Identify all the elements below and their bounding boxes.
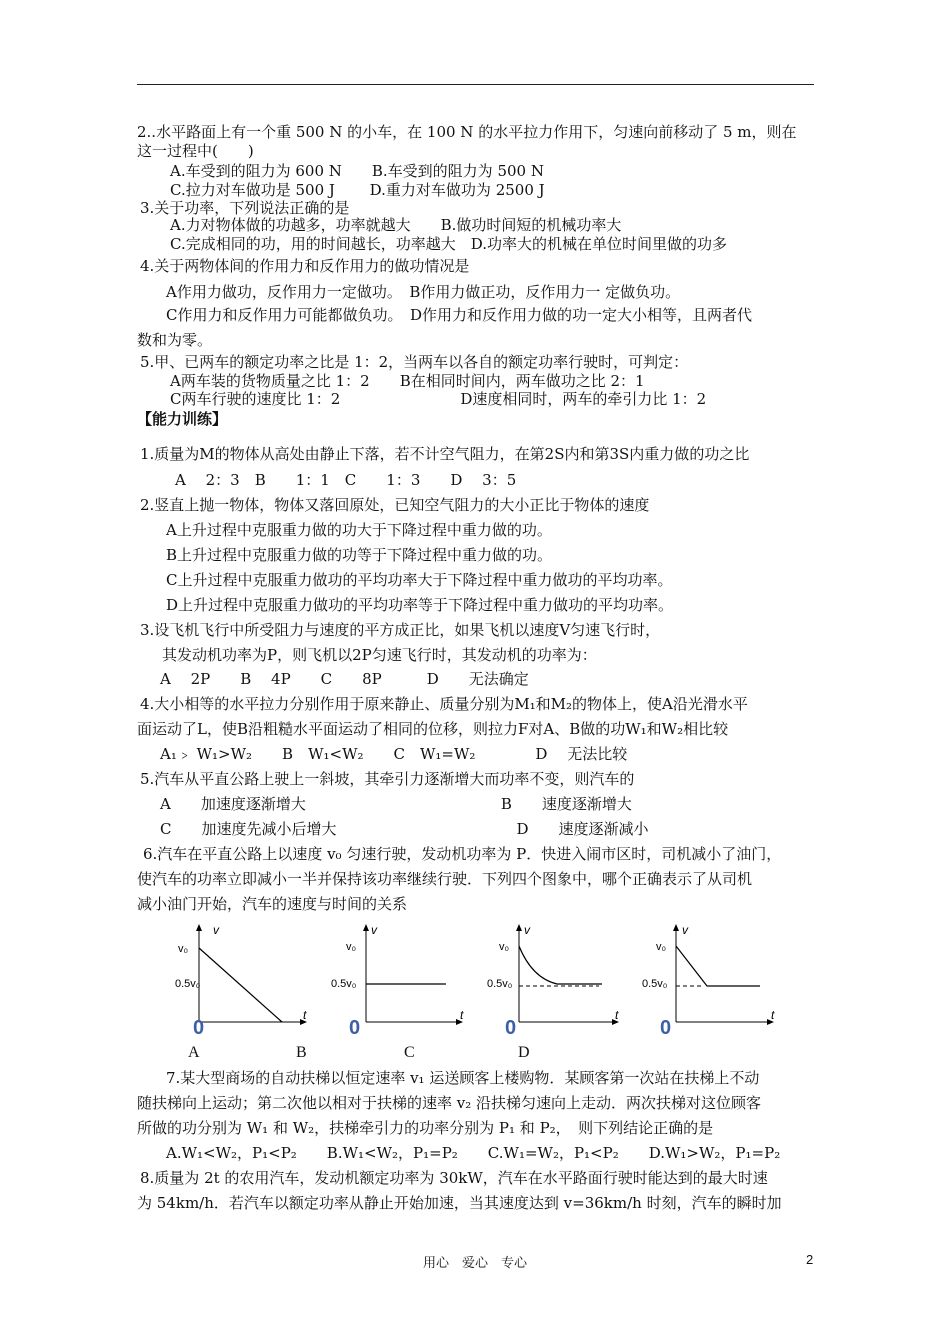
axis-t-label: t bbox=[615, 1008, 619, 1022]
footer-motto: 用心 爱心 专心 bbox=[422, 1256, 527, 1271]
q4-stem: 4.关于两物体间的作用力和反作用力的做功情况是 bbox=[140, 257, 470, 275]
tick-v0: v₀ bbox=[346, 941, 357, 953]
section-title: 【能力训练】 bbox=[137, 410, 228, 428]
n6-stem: 6.汽车在平直公路上以速度 v₀ 匀速行驶，发动机功率为 P．快进入闹市区时，司机减小了油门， bbox=[143, 845, 782, 863]
q4-options-ab: A作用力做功，反作用力一定做功。 B作用力做正功，反作用力一 定做负功。 bbox=[166, 283, 681, 301]
n8-stem: 8.质量为 2t 的农用汽车，发动机额定功率为 30kW，汽车在水平路面行驶时能达到的最大时速 bbox=[140, 1169, 768, 1187]
n7-options: A.W₁<W₂，P₁<P₂ B.W₁<W₂，P₁=P₂ C.W₁=W₂，P₁<P₂ D.W₁>W₂，P₁=P₂ bbox=[166, 1144, 781, 1162]
n7-stem-3: 所做的功分别为 W₁ 和 W₂，扶梯牵引力的功率分别为 P₁ 和 P₂， 则下列结论正确的是 bbox=[137, 1119, 714, 1137]
origin-label: 0 bbox=[193, 1017, 205, 1039]
q2-line-2: 这一过程中( ) bbox=[137, 142, 254, 160]
n2-stem: 2.竖直上抛一物体，物体又落回原处，已知空气阻力的大小正比于物体的速度 bbox=[140, 496, 650, 514]
graph-label-d: D bbox=[518, 1044, 530, 1061]
n8-stem-2: 为 54km/h．若汽车以额定功率从静止开始加速，当其速度达到 v=36km/h 时刻，汽车的瞬时加 bbox=[137, 1194, 782, 1212]
origin-label: 0 bbox=[660, 1017, 672, 1039]
q4-options-cd: C作用力和反作用力可能都做负功。 D作用力和反作用力做的功一定大小相等，且两者代 bbox=[166, 306, 753, 324]
n3-stem-2: 其发动机功率为P，则飞机以2P匀速飞行时，其发动机的功率为： bbox=[162, 646, 597, 664]
n4-options: A₁﹥ W₁>W₂ B W₁<W₂ C W₁=W₂ D 无法比较 bbox=[160, 745, 628, 763]
n3-options: A 2P B 4P C 8P D 无法确定 bbox=[160, 670, 529, 688]
n5-options-ab: A 加速度逐渐增大 B 速度逐渐增大 bbox=[160, 795, 632, 813]
tick-half-v0: 0.5v₀ bbox=[642, 978, 668, 990]
graph-a bbox=[175, 922, 310, 1042]
tick-half-v0: 0.5v₀ bbox=[487, 978, 513, 990]
q4-options-cd-cont: 数和为零。 bbox=[137, 331, 213, 349]
q3-options-ab: A.力对物体做的功越多，功率就越大 B.做功时间短的机械功率大 bbox=[170, 216, 622, 234]
n2-option-d: D上升过程中克服重力做功的平均功率等于下降过程中重力做功的平均功率。 bbox=[166, 596, 674, 614]
q2-options-ab: A.车受到的阻力为 600 N B.车受到的阻力为 500 N bbox=[170, 162, 544, 180]
graph-b bbox=[331, 922, 466, 1042]
q5-options-ab: A两车装的货物质量之比 1：2 B在相同时间内，两车做功之比 2：1 bbox=[170, 372, 645, 390]
tick-half-v0: 0.5v₀ bbox=[331, 978, 357, 990]
q2-options-cd: C.拉力对车做功是 500 J D.重力对车做功为 2500 J bbox=[170, 181, 545, 199]
n4-stem: 4.大小相等的水平拉力分别作用于原来静止、质量分别为M₁和M₂的物体上，使A沿光滑水平 bbox=[140, 695, 748, 713]
n1-options: A 2：3 B 1：1 C 1：3 D 3：5 bbox=[160, 471, 517, 489]
tick-half-v0: 0.5v₀ bbox=[175, 978, 201, 990]
axis-t-label: t bbox=[303, 1008, 307, 1022]
header-rule bbox=[137, 84, 814, 85]
graph-d bbox=[642, 922, 777, 1042]
n6-stem-3: 减小油门开始，汽车的速度与时间的关系 bbox=[137, 895, 408, 913]
page-number: 2 bbox=[806, 1252, 814, 1267]
n3-stem: 3.设飞机飞行中所受阻力与速度的平方成正比，如果飞机以速度V匀速飞行时， bbox=[140, 621, 661, 639]
n6-stem-2: 使汽车的功率立即减小一半并保持该功率继续行驶．下列四个图象中，哪个正确表示了从司机 bbox=[137, 870, 753, 888]
origin-label: 0 bbox=[349, 1017, 361, 1039]
q3-stem: 3.关于功率，下列说法正确的是 bbox=[140, 199, 350, 217]
q2-line-1: 2..水平路面上有一个重 500 N 的小车，在 100 N 的水平拉力作用下，匀速向前移动了 5 m，则在 bbox=[137, 123, 797, 141]
tick-v0: v₀ bbox=[178, 943, 189, 955]
graph-label-b: B bbox=[296, 1044, 307, 1061]
axis-t-label: t bbox=[460, 1008, 464, 1022]
tick-v0: v₀ bbox=[656, 941, 667, 953]
n5-options-cd: C 加速度先减小后增大 D 速度逐渐减小 bbox=[160, 820, 649, 838]
n2-option-a: A上升过程中克服重力做的功大于下降过程中重力做的功。 bbox=[166, 521, 552, 539]
n1-stem: 1.质量为M的物体从高处由静止下落，若不计空气阻力，在第2S内和第3S内重力做的功之比 bbox=[140, 445, 750, 463]
q5-options-cd: C两车行驶的速度比 1：2 D速度相同时，两车的牵引力比 1：2 bbox=[170, 390, 707, 408]
tick-v0: v₀ bbox=[499, 941, 510, 953]
n5-stem: 5.汽车从平直公路上驶上一斜坡，其牵引力逐渐增大而功率不变，则汽车的 bbox=[140, 770, 635, 788]
n2-option-c: C上升过程中克服重力做功的平均功率大于下降过程中重力做功的平均功率。 bbox=[166, 571, 673, 589]
graph-label-a: A bbox=[188, 1044, 200, 1061]
q3-options-cd: C.完成相同的功，用的时间越长，功率越大 D.功率大的机械在单位时间里做的功多 bbox=[170, 235, 727, 253]
n2-option-b: B上升过程中克服重力做的功等于下降过程中重力做的功。 bbox=[166, 546, 553, 564]
axis-v-label: v bbox=[682, 923, 688, 937]
q5-stem: 5.甲、已两车的额定功率之比是 1：2，当两车以各自的额定功率行驶时，可判定： bbox=[140, 353, 689, 371]
axis-v-label: v bbox=[371, 923, 377, 937]
n4-stem-2: 面运动了L，使B沿粗糙水平面运动了相同的位移，则拉力F对A、B做的功W₁和W₂相比较 bbox=[137, 720, 729, 738]
graph-c bbox=[487, 922, 622, 1042]
origin-label: 0 bbox=[505, 1017, 517, 1039]
n7-stem: 7.某大型商场的自动扶梯以恒定速率 v₁ 运送顾客上楼购物．某顾客第一次站在扶梯上不动 bbox=[166, 1069, 760, 1087]
axis-v-label: v bbox=[524, 923, 530, 937]
n7-stem-2: 随扶梯向上运动；第二次他以相对于扶梯的速率 v₂ 沿扶梯匀速向上走动．两次扶梯对这位顾客 bbox=[137, 1094, 762, 1112]
axis-v-label: v bbox=[213, 923, 219, 937]
graph-label-c: C bbox=[404, 1044, 415, 1061]
axis-t-label: t bbox=[771, 1008, 775, 1022]
